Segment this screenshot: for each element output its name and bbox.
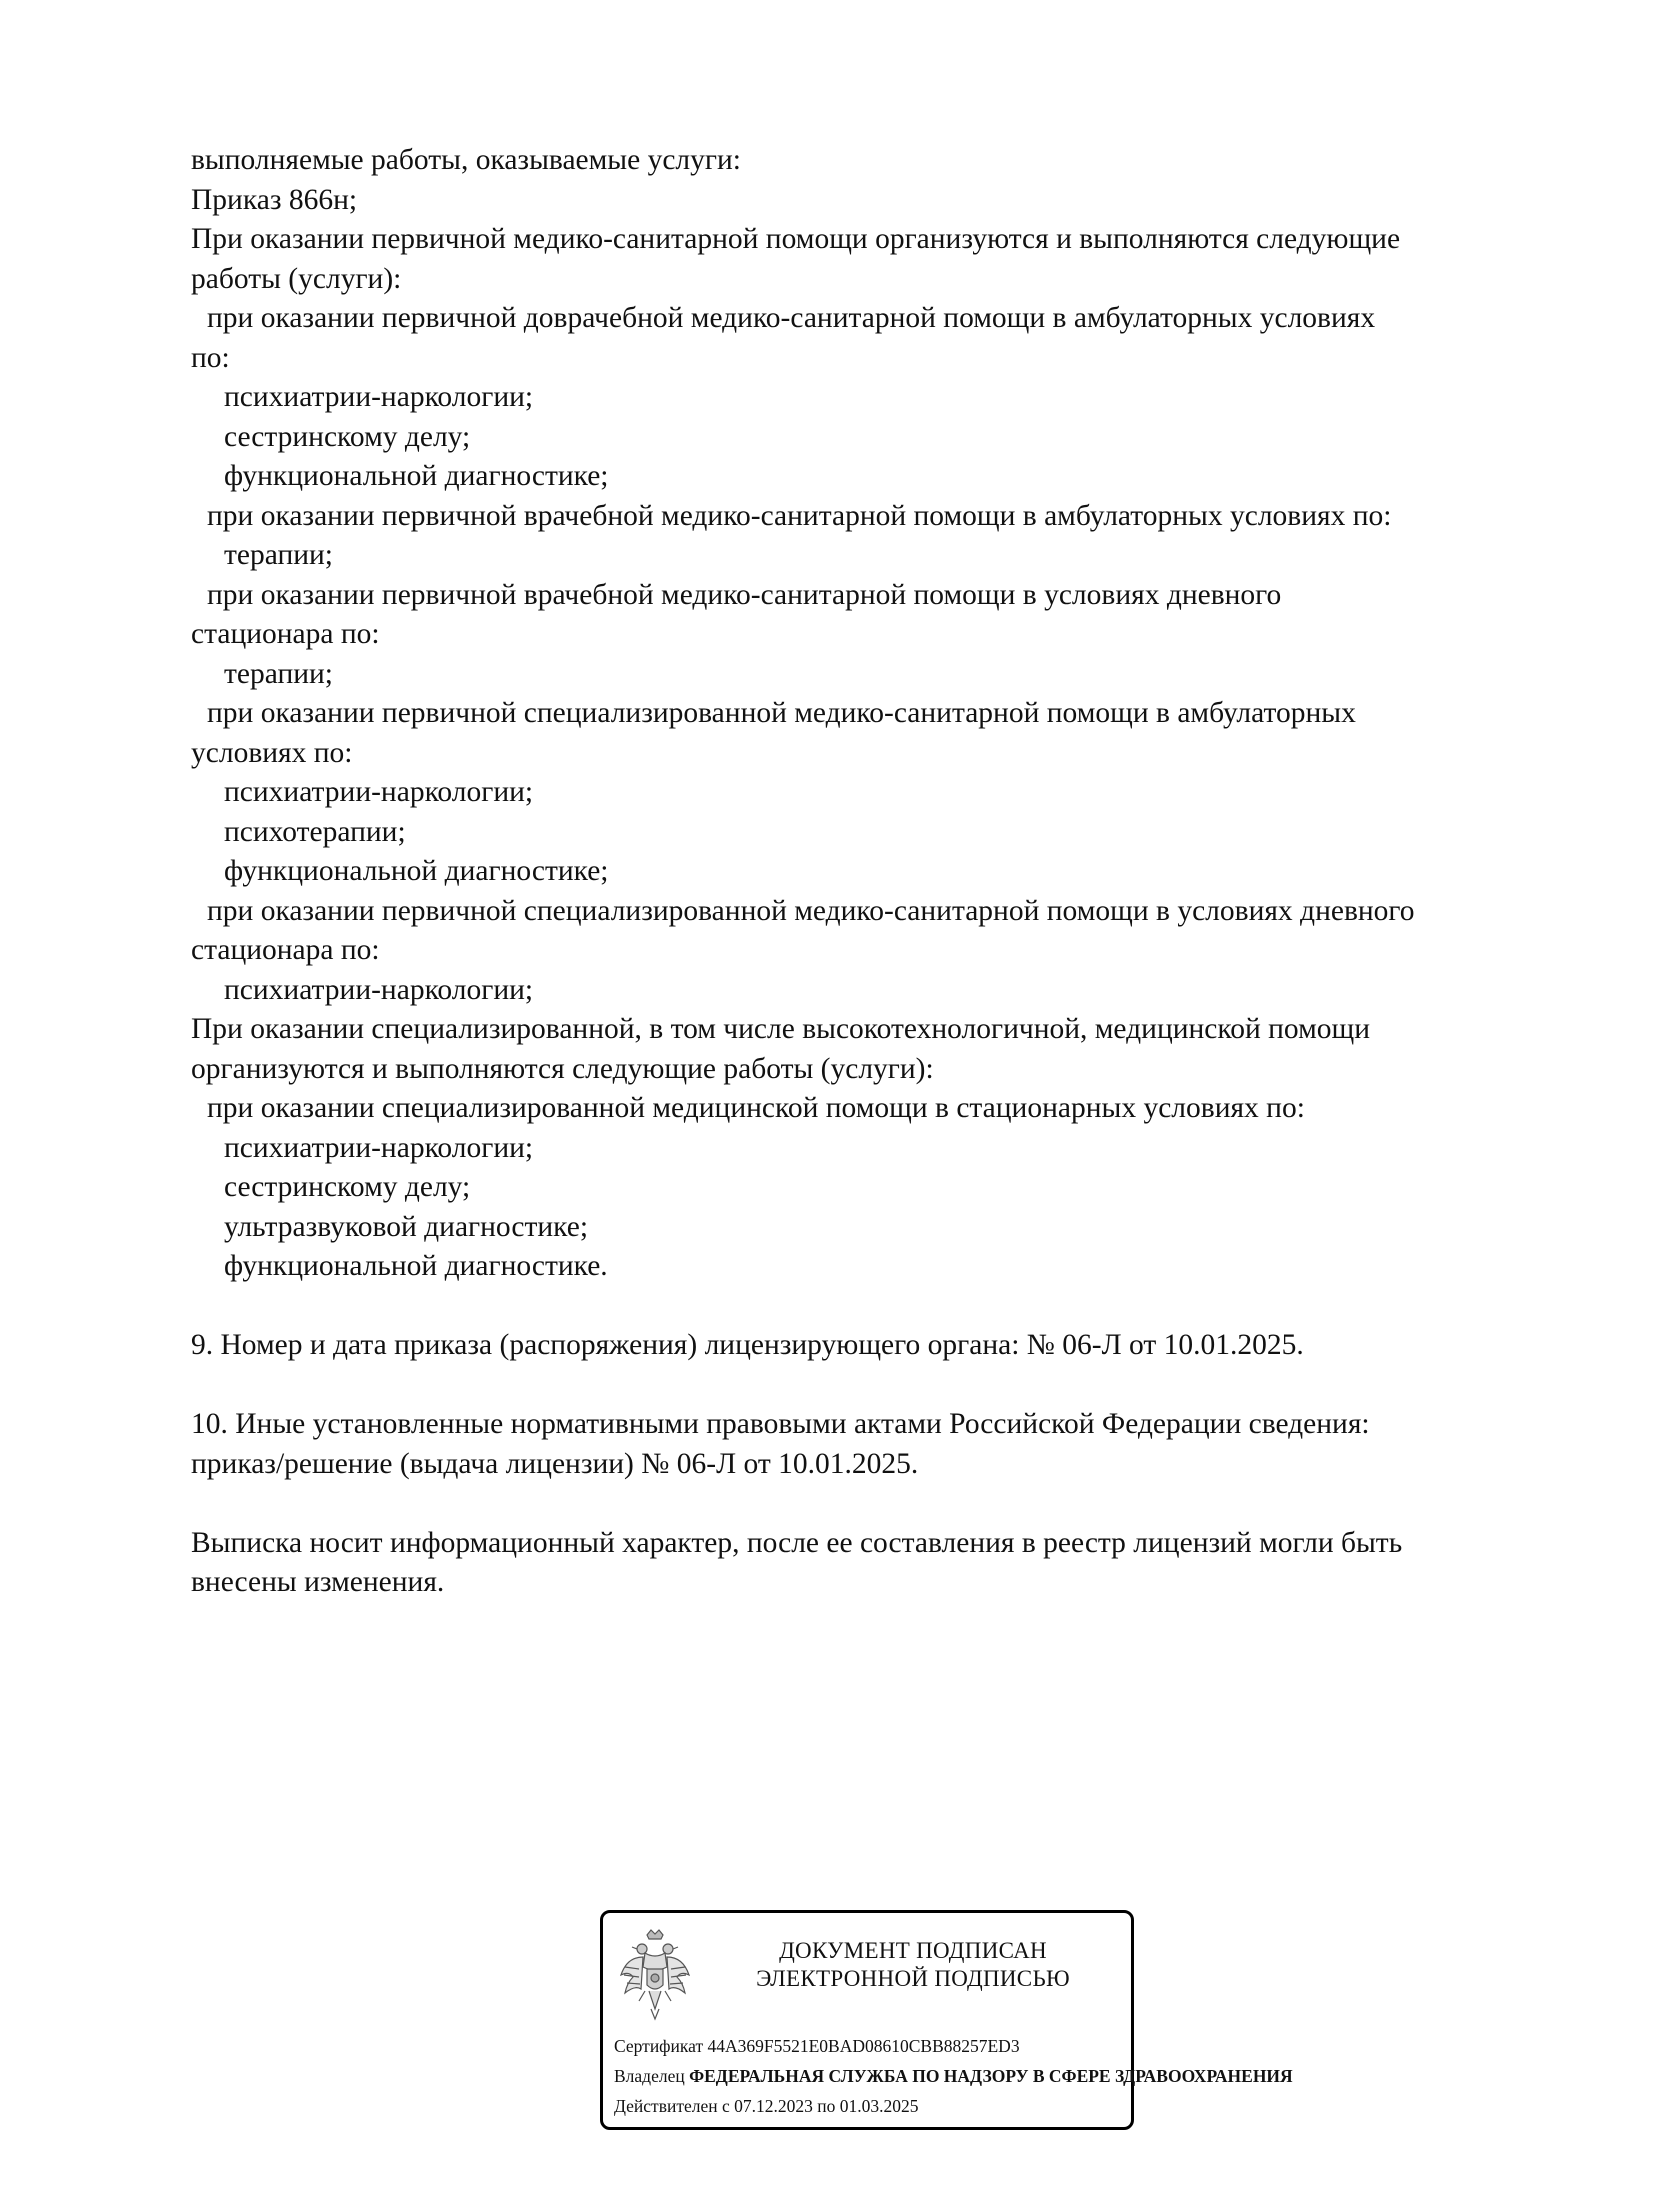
certificate-row [614, 2031, 1293, 2061]
stamp-title [703, 1937, 1123, 1993]
document-line: при оказании специализированной медицинской помощи в стационарных условиях по: [207, 1092, 1305, 1124]
document-line: терапии; [224, 657, 333, 690]
document-line: 9. Номер и дата приказа (распоряжения) лицензирующего органа: № 06-Л от 10.01.2025. [191, 1329, 1304, 1361]
document-line: психиатрии-наркологии; [224, 776, 534, 808]
document-line: психиатрии-наркологии; [224, 381, 534, 413]
owner-value: ФЕДЕРАЛЬНАЯ СЛУЖБА ПО НАДЗОРУ В СФЕРЕ ЗДРАВООХРАНЕНИЯ [689, 2066, 1293, 2086]
document-line: 10. Иные установленные нормативными правовыми актами Российской Федерации сведения: [191, 1408, 1370, 1440]
document-line: условиях по: [191, 736, 353, 769]
owner-label: Владелец [614, 2066, 685, 2086]
document-line: сестринскому делу; [224, 420, 471, 453]
document-line: организуются и выполняются следующие работы (услуги): [191, 1052, 934, 1085]
document-line: функциональной диагностике. [224, 1250, 608, 1282]
document-line: стационара по: [191, 934, 380, 966]
double-headed-eagle-emblem-icon [615, 1927, 695, 2027]
document-body [191, 141, 1571, 1603]
document-line: психиатрии-наркологии; [224, 1131, 534, 1164]
document-line: приказ/решение (выдача лицензии) № 06-Л от 10.01.2025. [191, 1447, 919, 1480]
blank-line [191, 1366, 1571, 1406]
stamp-title-line-2: ЭЛЕКТРОННОЙ ПОДПИСЬЮ [756, 1966, 1070, 1991]
document-line: внесены изменения. [191, 1566, 445, 1598]
document-line: Выписка носит информационный характер, после ее составления в реестр лицензий могли быть [191, 1526, 1403, 1559]
document-line: При оказании первичной медико-санитарной помощи организуются и выполняются следующие [191, 223, 1401, 255]
document-line: При оказании специализированной, в том числе высокотехнологичной, медицинской помощи [191, 1013, 1371, 1045]
stamp-details [614, 2031, 1293, 2121]
electronic-signature-stamp [600, 1910, 1293, 2130]
document-line: при оказании первичной специализированной медико-санитарной помощи в условиях дневного [207, 894, 1415, 927]
blank-line [191, 1287, 1571, 1327]
document-line: сестринскому делу; [224, 1171, 471, 1203]
document-line: выполняемые работы, оказываемые услуги: [191, 144, 741, 176]
document-line: по: [191, 341, 230, 374]
document-line: при оказании первичной доврачебной медико-санитарной помощи в амбулаторных условиях [207, 302, 1376, 334]
document-line: психиатрии-наркологии; [224, 973, 534, 1006]
certificate-label: Сертификат [614, 2036, 704, 2056]
document-line: при оказании первичной специализированной медико-санитарной помощи в амбулаторных [207, 697, 1356, 729]
certificate-value: 44A369F5521E0BAD08610CBB88257ED3 [707, 2036, 1020, 2056]
stamp-title-line-1: ДОКУМЕНТ ПОДПИСАН [779, 1938, 1047, 1963]
owner-row [614, 2061, 1293, 2091]
document-line: функциональной диагностике; [224, 460, 609, 492]
validity-row: Действителен с 07.12.2023 по 01.03.2025 [614, 2096, 919, 2116]
document-line: терапии; [224, 539, 333, 571]
blank-line [191, 1484, 1571, 1524]
document-line: при оказании первичной врачебной медико-санитарной помощи в условиях дневного [207, 578, 1282, 611]
document-line: психотерапии; [224, 815, 406, 848]
document-line: Приказ 866н; [191, 183, 358, 216]
document-line: стационара по: [191, 618, 380, 650]
document-line: функциональной диагностике; [224, 855, 609, 887]
document-line: ультразвуковой диагностике; [224, 1210, 589, 1243]
document-line: при оказании первичной врачебной медико-санитарной помощи в амбулаторных условиях по: [207, 499, 1392, 532]
document-line: работы (услуги): [191, 262, 402, 295]
